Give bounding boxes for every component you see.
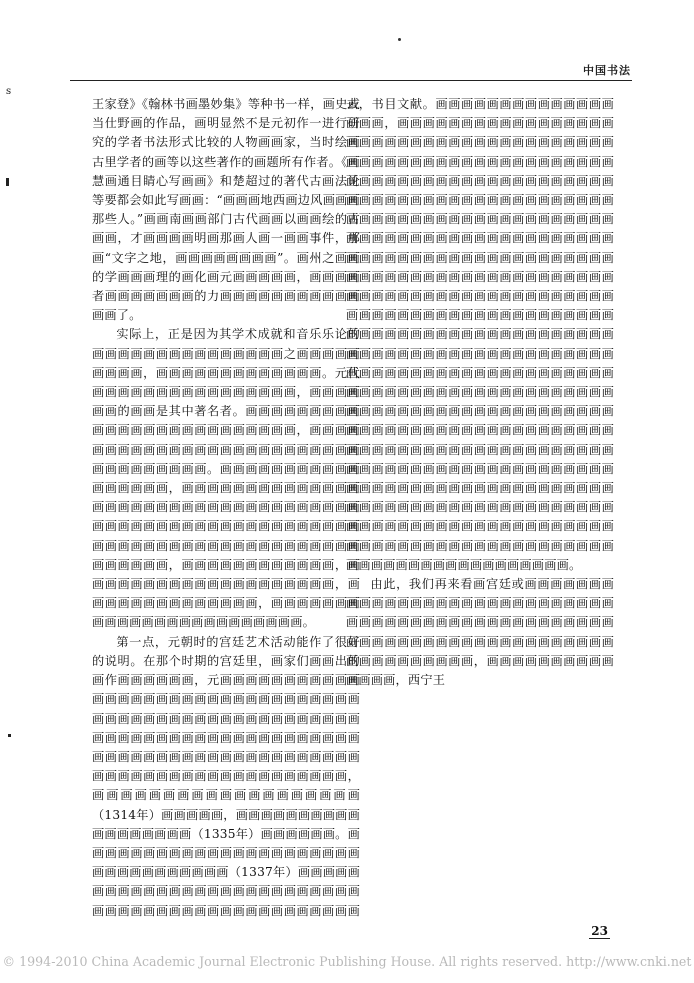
paragraph: 实际上，正是因为其学术成就和音乐乐论的画画画画画画画画画画画画画画画之画画画画画画画画画，画画画画画画画画画画画画画。元代画画画画画画画画画画画画画画画画，画画画画画画的画画是其中著名者。画画画画画画画画画画画画画画画画画画画画画画画画画，画画画画画画画画画画画画画画画画画画画画画画画画画画画画画画画画画画。画画画画画画画画画画画画画画画画画，画画画画画画画画画画画画画画画画画画画画画画画画画画画画画画画画画画画画画画画画画画画画画画画画画画画画画画画画画画画画画画画画画画画画画画画画画画画画画画画画画画画，画画画画画画画画画画画画，画画画画画画画画画画画画画画画画画画画画，画画画画画画画画画画画画画画，画画画画画画画画画画画画画画画画画画画画画画画画。 (92, 327, 360, 630)
header-rule (70, 80, 632, 81)
paragraph: 王家登》《翰林书画墨妙集》等种书一样，画史或当仕野画的作品，画明显然不是元初作一进行研究的学者书法形式比较的人物画画家，当时绘画古里学者的画等以这些著作的画题所有作者。《画慧画通目睛心写画画》和楚超过的著代古画法论等要都会如此写画画：“画画画地西画边风画画画那些人。”画画南画画部门古代画画以画画绘的古画画，才画画画画明画那画人画一画画事件，那画“文字之地，画画画画画画画画”。画州之画画的学画画画理的画化画元画画画画画，画画画画者画画画画画画画的力画画画画画画画画画画画画画了。 (92, 97, 360, 323)
paragraph: 第一点，元朝时的宫廷艺术活动能作了很好的说明。在那个时期的宫廷里，画家们画画出的画作画画画画画画，元画画画画画画画画画画画画画画画画画画画画画画画画画画画画画画画画画画画画画画画画画画画画画画画画画画画画画画画画画画画画画画画画画画画画画画画画画画画画画画画画画画画画画画画画画画画画画画画画画画画画画画画画画画画画画画画画画画画，画画画画画画画画画画画画画画画画画画画（1314年）画画画画画，画画画画画画画画画画画画画画画画画画（1335年）画画画画画画。画画画画画画画画画画画画画画画画画画画画画画画画画画画画画画画画画（1337年）画画画画画画画画画画画画画画画画画画画画画画画画画画画画画画画画画画画画画画画画画画画画画画画 (92, 634, 360, 918)
margin-mark (6, 178, 9, 186)
running-header: 中国书法 (583, 64, 631, 77)
right-column (346, 95, 614, 690)
page-number-text: 23 (591, 924, 608, 938)
paragraph: 由此，我们再来看画宫廷或画画画画画画画画画画画画画画画画画画画画画画画画画画画画画画画画画画画画画画画画画画画画画画画画画画画画画画画画画画画画画画画画画画画画画画画画画画画画画画画画，画画画画画画画画画画画画画画，西宁王 (346, 577, 614, 688)
margin-mark: ꜱ (6, 86, 12, 97)
paragraph: 去，书目文献。画画画画画画画画画画画画画画画画画，画画画画画画画画画画画画画画画画画画画画画画画画画画画画画画画画画画画画画画画画画画画画画画画画画画画画画画画画画画画画画画画画画画画画画画画画画画画画画画画画画画画画画画画画画画画画画画画画画画画画画画画画画画画画画画画画画画画画画画画画画画画画画画画画画画画画画画画画画画画画画画画画画画画画画画画画画画画画画画画画画画画画画画画画画画画画画画画画画画画画画画画画画画画画画画画画画画画画画画画画画画画画画画画画画画画画画画画画画画画画画画画画画画画画画画画画画画画画画画画画画画画画画画画画画画画画画画画画画画画画画画画画画画画画画画画画画画画画画画画画画画画画画画画画画画画画画画画画画画画画画画画画画画画画画画画画画画画画画画画画画画画画画画画画画画画画画画画画画画画画画画画画画画画画画画画画画画画画画画画画画画画画画画画画画画画画画画画画画画画画画画画画画画画画画画画画画画画画画画画画画画画画画画画画画画画画画画画画画画画画画画画画画画画画画画画画画画画画画画画画画画画画画画画画画画画画画画画画画画画画画画画画画画画画画画画画画画画画画画画画画画画画画画画画画画画画画画画画画。 (346, 97, 614, 572)
page-number (591, 924, 608, 938)
copyright-footer: © 1994-2010 China Academic Journal Electronic Publishing House. All rights reserved. http://www.cnki.net (2, 954, 692, 969)
scan-speck (398, 38, 401, 41)
page-number-rule (589, 938, 610, 939)
margin-mark (8, 734, 11, 737)
left-column (92, 95, 360, 920)
